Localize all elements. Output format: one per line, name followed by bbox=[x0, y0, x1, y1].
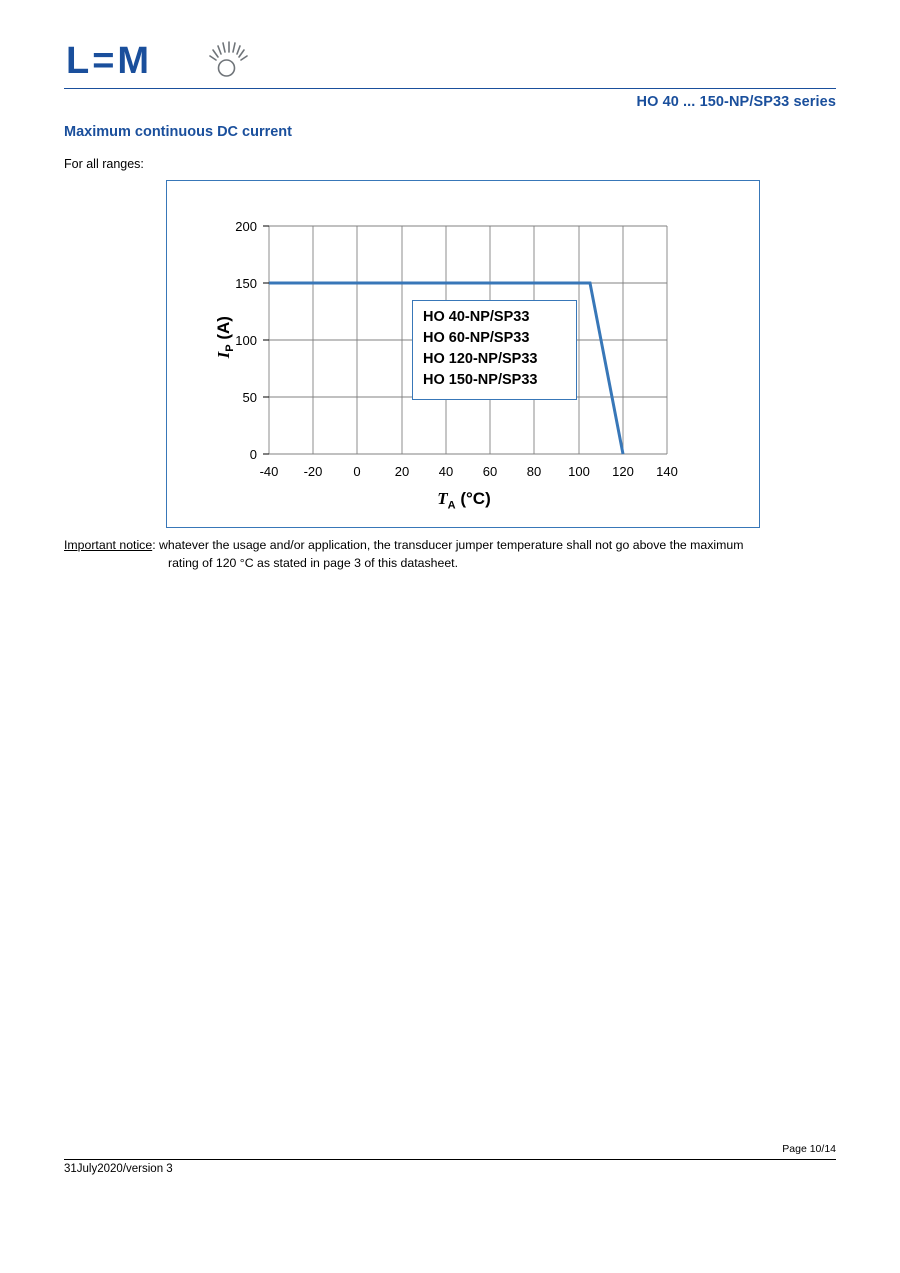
sunburst-icon bbox=[201, 40, 255, 86]
svg-text:20: 20 bbox=[394, 464, 410, 479]
lem-logo bbox=[66, 38, 366, 90]
chart-legend bbox=[412, 300, 577, 400]
footer-divider bbox=[64, 1159, 836, 1160]
notice-line2: rating of 120 °C as stated in page 3 of this datasheet. bbox=[168, 556, 458, 571]
header-divider bbox=[64, 88, 836, 89]
svg-text:100: 100 bbox=[568, 464, 590, 479]
svg-text:150: 150 bbox=[235, 276, 257, 291]
legend-item-1: HO 60-NP/SP33 bbox=[423, 330, 530, 347]
page-number: Page 10/14 bbox=[782, 1143, 836, 1155]
svg-text:40: 40 bbox=[438, 464, 454, 479]
svg-text:60: 60 bbox=[482, 464, 498, 479]
svg-text:140: 140 bbox=[656, 464, 678, 479]
notice-line1: : whatever the usage and/or application, the transducer jumper temperature shall not go above the maximum bbox=[152, 538, 744, 552]
chart-plot bbox=[167, 181, 761, 529]
svg-text:50: 50 bbox=[242, 390, 257, 405]
svg-text:200: 200 bbox=[235, 219, 257, 234]
legend-item-3: HO 150-NP/SP33 bbox=[423, 372, 538, 389]
intro-text: For all ranges: bbox=[64, 157, 144, 171]
svg-text:100: 100 bbox=[235, 333, 257, 348]
chart-container bbox=[166, 180, 760, 528]
important-notice bbox=[64, 536, 836, 573]
legend-item-0: HO 40-NP/SP33 bbox=[423, 309, 530, 325]
svg-text:80: 80 bbox=[526, 464, 542, 479]
page-title: Maximum continuous DC current bbox=[64, 124, 292, 140]
logo-wordmark: L=M bbox=[66, 40, 153, 82]
series-title: HO 40 ... 150-NP/SP33 series bbox=[636, 94, 836, 110]
svg-text:120: 120 bbox=[612, 464, 634, 479]
x-axis-label: $T_A$ (°C) bbox=[437, 489, 491, 512]
svg-text:0: 0 bbox=[249, 447, 257, 462]
notice-label: Important notice bbox=[64, 538, 153, 552]
svg-text:-20: -20 bbox=[303, 464, 323, 479]
svg-text:-40: -40 bbox=[259, 464, 279, 479]
y-axis-label: $I_P$ (A) bbox=[213, 316, 237, 359]
svg-text:0: 0 bbox=[353, 464, 361, 479]
legend-item-2: HO 120-NP/SP33 bbox=[423, 351, 538, 368]
document-version: 31July2020/version 3 bbox=[64, 1163, 173, 1175]
